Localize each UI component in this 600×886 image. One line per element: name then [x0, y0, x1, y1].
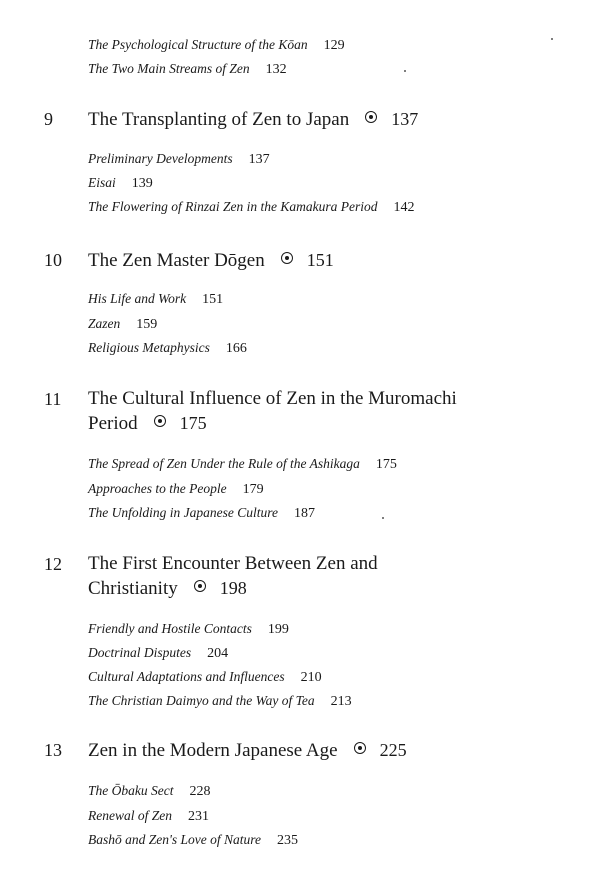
toc-entry-title: Eisai: [88, 175, 116, 190]
chapter-heading-continued[interactable]: [88, 411, 207, 436]
toc-entry-title: The Two Main Streams of Zen: [88, 61, 250, 76]
toc-entry-page: 142: [393, 200, 415, 215]
chapter-page: 198: [219, 578, 247, 598]
toc-entry-page: 166: [225, 341, 247, 356]
toc-entry-page: 210: [300, 670, 322, 685]
toc-entry-title: The Psychological Structure of the Kōan: [88, 37, 308, 52]
toc-entry[interactable]: [88, 783, 210, 800]
toc-entry-title: The Flowering of Rinzai Zen in the Kamakura Period: [88, 199, 378, 214]
toc-entry-title: Doctrinal Disputes: [88, 645, 192, 660]
chapter-title: The Zen Master Dōgen: [88, 250, 265, 271]
chapter-page: 225: [379, 740, 407, 760]
toc-entry[interactable]: [88, 316, 157, 333]
chapter-title: The Transplanting of Zen to Japan: [88, 109, 350, 130]
toc-entry[interactable]: [88, 291, 223, 308]
chapter-title-line2: Christianity: [88, 578, 178, 599]
toc-entry[interactable]: [88, 645, 228, 662]
toc-entry[interactable]: [88, 61, 287, 78]
toc-entry[interactable]: [88, 693, 352, 710]
chapter-number: 13: [44, 740, 62, 760]
toc-entry[interactable]: [88, 151, 270, 168]
toc-entry-page: 175: [375, 457, 397, 472]
toc-entry-page: 139: [131, 176, 153, 191]
bullseye-ornament-icon: [281, 252, 293, 264]
toc-entry[interactable]: [88, 340, 247, 357]
toc-entry-page: 228: [189, 784, 211, 799]
toc-entry[interactable]: [88, 669, 322, 686]
toc-entry-page: 199: [267, 622, 289, 637]
toc-entry-page: 204: [207, 646, 229, 661]
toc-entry-title: The Spread of Zen Under the Rule of the Ashikaga: [88, 456, 360, 471]
toc-entry-title: The Christian Daimyo and the Way of Tea: [88, 693, 315, 708]
chapter-page: 175: [179, 413, 207, 433]
toc-entry-page: 235: [277, 833, 299, 848]
chapter-heading[interactable]: [88, 738, 407, 763]
chapter-title: Zen in the Modern Japanese Age: [88, 740, 338, 761]
toc-entry-title: Zazen: [88, 316, 121, 331]
chapter-number: 11: [44, 389, 62, 409]
chapter-heading[interactable]: [88, 107, 418, 132]
chapter-number: 9: [44, 109, 53, 129]
toc-entry-title: Approaches to the People: [88, 481, 227, 496]
bullseye-ornament-icon: [154, 415, 166, 427]
toc-entry-page: 159: [136, 317, 158, 332]
toc-entry-title: Religious Metaphysics: [88, 340, 210, 355]
toc-entry-title: Renewal of Zen: [88, 808, 172, 823]
chapter-heading[interactable]: [88, 387, 457, 411]
toc-entry[interactable]: [88, 621, 289, 638]
toc-entry[interactable]: [88, 456, 397, 473]
chapter-title: The Cultural Influence of Zen in the Muromachi: [88, 388, 457, 409]
chapter-heading-continued[interactable]: [88, 576, 247, 601]
bullseye-ornament-icon: [354, 742, 366, 754]
toc-entry[interactable]: [88, 808, 209, 825]
toc-entry-title: Friendly and Hostile Contacts: [88, 621, 252, 636]
toc-entry-title: The Unfolding in Japanese Culture: [88, 505, 278, 520]
toc-entry-title: Cultural Adaptations and Influences: [88, 669, 285, 684]
scan-speck: [382, 517, 384, 519]
toc-entry-page: 151: [202, 292, 224, 307]
chapter-title-line2: Period: [88, 413, 138, 434]
toc-entry[interactable]: [88, 832, 298, 849]
chapter-number: 12: [44, 554, 62, 574]
toc-entry-page: 231: [188, 809, 209, 824]
toc-entry[interactable]: [88, 505, 315, 522]
toc-entry-page: 213: [330, 694, 352, 709]
toc-entry-page: 179: [242, 482, 264, 497]
bullseye-ornament-icon: [365, 111, 377, 123]
chapter-title: The First Encounter Between Zen and: [88, 553, 378, 574]
chapter-number: 10: [44, 250, 62, 270]
toc-entry-title: His Life and Work: [88, 291, 187, 306]
toc-entry[interactable]: [88, 199, 415, 216]
chapter-page: 137: [391, 109, 419, 129]
toc-entry-title: The Ōbaku Sect: [88, 783, 174, 798]
toc-entry-page: 132: [265, 62, 287, 77]
toc-entry-page: 129: [323, 38, 345, 53]
toc-entry-title: Bashō and Zen's Love of Nature: [88, 832, 262, 847]
scan-speck: [404, 70, 406, 72]
bullseye-ornament-icon: [194, 580, 206, 592]
toc-entry[interactable]: [88, 481, 264, 498]
chapter-heading[interactable]: [88, 248, 334, 273]
toc-entry-page: 137: [248, 152, 270, 167]
chapter-page: 151: [306, 250, 334, 270]
scan-speck: [551, 38, 553, 40]
toc-entry[interactable]: [88, 175, 153, 192]
toc-entry-page: 187: [293, 506, 315, 521]
toc-entry[interactable]: [88, 37, 345, 54]
toc-entry-title: Preliminary Developments: [88, 151, 233, 166]
chapter-heading[interactable]: [88, 552, 378, 576]
